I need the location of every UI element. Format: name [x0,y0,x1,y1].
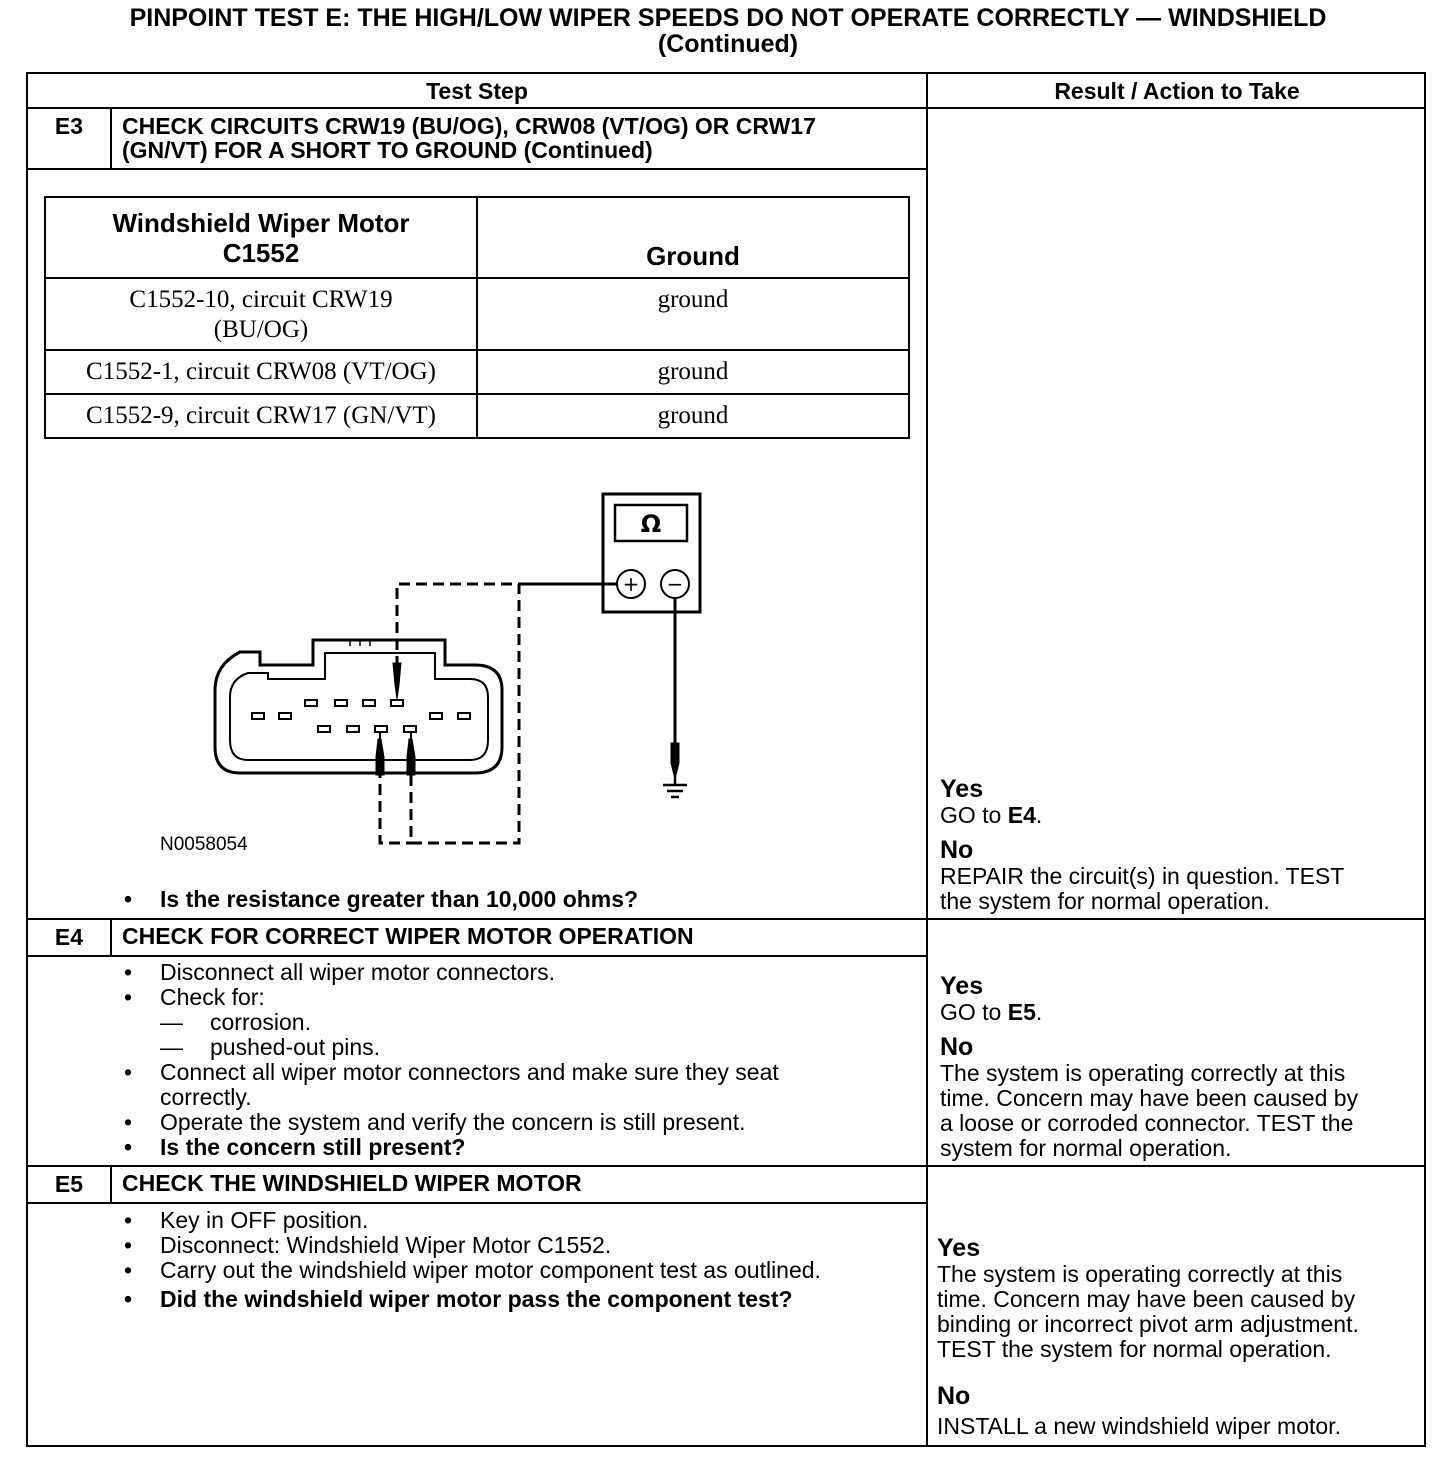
ground-col-header-text: Ground [646,241,740,271]
e3-yes-text [940,803,1344,828]
e5-no-label: No [937,1382,971,1410]
e5-title-divider [26,1202,928,1204]
table-cell-ground: ground [477,350,909,394]
connector-col-header [45,197,477,278]
step-id-e5: E5 [54,1171,84,1197]
e3-yes-ref: E4 [1007,802,1036,828]
step-id-e4: E4 [54,924,84,950]
e4-no-line-2: time. Concern may have been caused by [940,1085,1359,1111]
test-step-header: Test Step [426,78,528,104]
connector-table [44,196,910,439]
e3-yes-label: Yes [940,775,984,803]
e4-yes-suffix: . [1035,999,1043,1025]
e4-yes-prefix: GO to [940,999,1008,1025]
list-item-line-2: correctly. [160,1084,252,1110]
list-item [120,1060,779,1110]
step-title-e3-line-2: (GN/VT) FOR A SHORT TO GROUND (Continued) [122,137,653,163]
list-item: • Disconnect: Windshield Wiper Motor C1552. [120,1233,821,1258]
e4-no-label: No [940,1033,974,1061]
e5-yes-label: Yes [937,1234,981,1262]
e5-yes-line-3: binding or incorrect pivot arm adjustment. [937,1311,1359,1337]
list-item: • Operate the system and verify the concern is still present. [120,1110,779,1135]
e4-yes-text [940,1000,1358,1025]
e5-result [937,1234,1359,1439]
e3-title-divider [26,168,928,170]
e5-yes-line-2: time. Concern may have been caused by [937,1286,1356,1312]
e3-yes-prefix: GO to [940,802,1008,828]
list-item-line-1: • Connect all wiper motor connectors and make sure they seat [160,1059,779,1085]
result-header: Result / Action to Take [1054,78,1300,104]
e4-e5-divider [26,1165,1426,1167]
test-lead-wires [380,584,675,843]
connector-icon [215,640,502,773]
e4-yes-ref: E5 [1007,999,1036,1025]
table-cell-pin: C1552-1, circuit CRW08 (VT/OG) [45,350,477,394]
title-line-1: PINPOINT TEST E: THE HIGH/LOW WIPER SPEEDS DO NOT OPERATE CORRECTLY — WINDSHIELD [129,4,1327,32]
table-cell-pin-line-1: C1552-10, circuit CRW19 [129,286,393,313]
title-line-2: (Continued) [657,30,799,58]
e3-id-divider [110,107,112,169]
e3-yes-suffix: . [1035,802,1043,828]
list-item: • Disconnect all wiper motor connectors. [120,960,779,985]
table-cell-pin: C1552-9, circuit CRW17 (GN/VT) [45,394,477,438]
probe-icons [376,663,679,775]
e3-result [940,775,1344,914]
table-cell-pin [45,278,477,350]
list-item: • Check for: [120,985,779,1010]
e5-question: • Did the windshield wiper motor pass the component test? [120,1287,821,1312]
e4-question: • Is the concern still present? [120,1135,779,1160]
connector-table-header [45,197,909,278]
ground-symbol-icon [663,775,687,797]
list-item: — corrosion. [120,1010,779,1035]
e3-question: • Is the resistance greater than 10,000 ohms? [120,887,638,912]
connector-col-header-line-2: C1552 [222,237,300,268]
e4-no-line-3: a loose or corroded connector. TEST the [940,1110,1354,1136]
circuit-diagram [190,485,750,855]
e3-no-label: No [940,836,974,864]
e3-question-list [120,887,638,912]
list-item: • Key in OFF position. [120,1208,821,1233]
step-title-e5: CHECK THE WINDSHIELD WIPER MOTOR [122,1170,582,1196]
table-cell-pin-line-2: (BU/OG) [213,316,309,343]
e3-e4-divider [26,918,1426,920]
e4-step-list [120,960,779,1160]
connector-col-header-line-1: Windshield Wiper Motor [112,207,410,238]
step-title-e3-line-1: CHECK CIRCUITS CRW19 (BU/OG), CRW08 (VT/OG) OR CRW17 [122,113,816,139]
e4-no-line-1: The system is operating correctly at this [940,1060,1346,1086]
e3-no-line-2: the system for normal operation. [940,888,1270,914]
plus-sign: + [622,572,640,596]
minus-sign: − [666,572,684,596]
e4-result [940,972,1358,1161]
table-cell-ground: ground [477,394,909,438]
step-title-e4: CHECK FOR CORRECT WIPER MOTOR OPERATION [122,923,694,949]
e4-id-divider [110,918,112,956]
step-title-e3 [122,114,816,162]
e4-no-line-4: system for normal operation. [940,1135,1232,1161]
ohmmeter-icon [603,494,700,612]
list-item: — pushed-out pins. [120,1035,779,1060]
table-row [45,394,909,438]
e5-id-divider [110,1165,112,1203]
step-id-e3: E3 [54,113,84,139]
list-item: • Carry out the windshield wiper motor component test as outlined. [120,1258,821,1283]
e5-no-text: INSTALL a new windshield wiper motor. [937,1413,1341,1439]
e4-yes-label: Yes [940,972,984,1000]
figure-caption: N0058054 [160,834,248,855]
table-row [45,350,909,394]
table-row [45,278,909,350]
e5-yes-line-4: TEST the system for normal operation. [937,1336,1332,1362]
column-divider [926,72,928,1447]
e5-yes-line-1: The system is operating correctly at this [937,1261,1343,1287]
table-cell-ground: ground [477,278,909,350]
ground-col-header [477,197,909,278]
page-title [0,5,1456,57]
e3-no-line-1: REPAIR the circuit(s) in question. TEST [940,863,1345,889]
e4-title-divider [26,955,928,957]
e5-step-list [120,1208,821,1312]
meter-symbol: Ω [640,510,662,538]
